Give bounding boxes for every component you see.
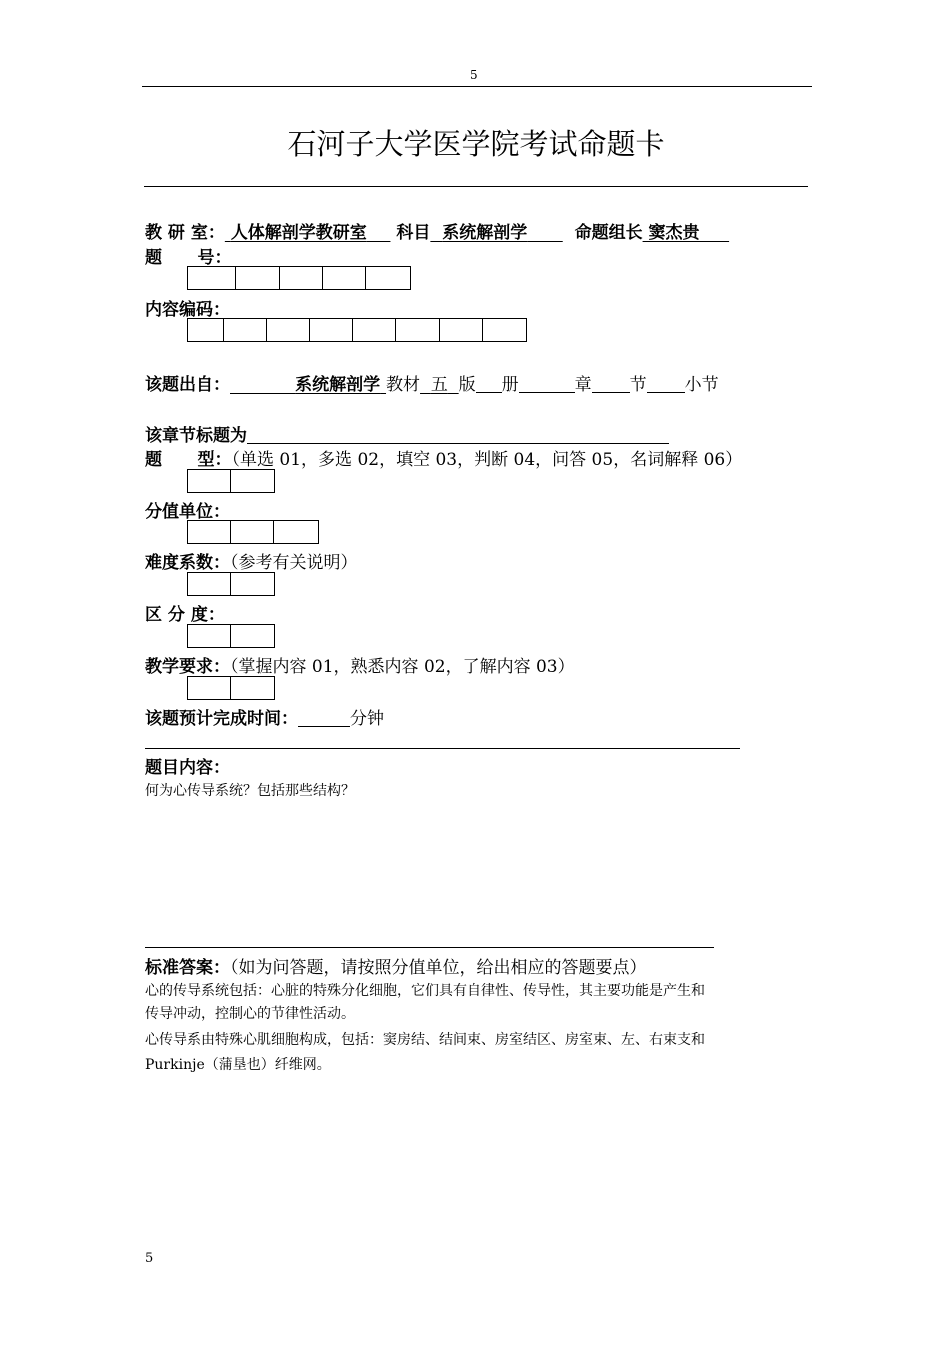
estimated-time-label: 该题预计完成时间： <box>145 709 298 729</box>
page-number-bottom: 5 <box>145 1251 154 1266</box>
leader-value: 窦杰贵 <box>648 223 700 243</box>
question-type-row <box>145 445 742 470</box>
content-code-boxes[interactable] <box>187 318 527 342</box>
subsection-blank[interactable] <box>647 375 685 393</box>
answer-line-4: Purkinje（蒲垦也）纤维网。 <box>145 1057 331 1073</box>
difficulty-boxes[interactable] <box>187 572 275 596</box>
question-no-boxes[interactable] <box>187 266 411 290</box>
subject-label: 科目 <box>396 223 431 243</box>
section-blank[interactable] <box>592 375 630 393</box>
chapter-title-label: 该章节标题为 <box>145 426 247 446</box>
chapter-unit: 章 <box>574 375 592 395</box>
department-row <box>145 218 729 243</box>
volume-blank[interactable] <box>476 375 502 393</box>
teaching-requirement-boxes[interactable] <box>187 676 275 700</box>
score-unit-label: 分值单位： <box>145 502 230 522</box>
source-book: 系统解剖学 <box>295 375 381 395</box>
teaching-requirement-row <box>145 652 575 677</box>
teaching-requirement-note: （掌握内容 01，熟悉内容 02，了解内容 03） <box>230 657 575 677</box>
difficulty-note: （参考有关说明） <box>230 553 358 573</box>
chapter-title-blank[interactable] <box>247 426 669 444</box>
discrimination-label: 区 分 度： <box>145 605 225 625</box>
chapter-blank[interactable] <box>519 375 575 393</box>
edition-value: 五 <box>430 375 448 395</box>
difficulty-label: 难度系数： <box>145 553 230 573</box>
source-label: 该题出自： <box>145 375 230 395</box>
answer-line-2: 传导冲动，控制心的节律性活动。 <box>145 1006 355 1022</box>
textbook-label: 教材 <box>386 375 421 395</box>
question-type-note: （单选 01，多选 02，填空 03，判断 04，问答 05，名词解释 06） <box>231 450 743 470</box>
discrimination-boxes[interactable] <box>187 624 275 648</box>
question-type-boxes[interactable] <box>187 469 275 493</box>
subsection-unit: 小节 <box>684 375 719 395</box>
volume-unit: 册 <box>501 375 519 395</box>
standard-answer-label: 标准答案： <box>145 958 230 978</box>
department-label: 教 研 室： <box>145 223 225 243</box>
standard-answer-note: （如为问答题，请按照分值单位，给出相应的答题要点） <box>230 958 647 978</box>
edition-unit: 版 <box>458 375 476 395</box>
question-content-label: 题目内容： <box>145 758 230 778</box>
question-no-label: 题 号： <box>145 248 232 268</box>
source-row <box>145 370 719 395</box>
content-code-label: 内容编码： <box>145 300 230 320</box>
content-rule <box>145 748 740 749</box>
chapter-title-row <box>145 421 669 446</box>
answer-rule <box>145 947 714 948</box>
subject-value: 系统解剖学 <box>442 223 528 243</box>
teaching-requirement-label: 教学要求： <box>145 657 230 677</box>
section-unit: 节 <box>629 375 647 395</box>
department-value: 人体解剖学教研室 <box>230 223 367 243</box>
title-rule <box>144 186 808 187</box>
page-number-top: 5 <box>470 68 478 82</box>
question-content-text: 何为心传导系统？包括那些结构？ <box>145 783 355 799</box>
page-title: 石河子大学医学院考试命题卡 <box>287 127 665 161</box>
question-type-label: 题 型： <box>145 450 232 470</box>
leader-label: 命题组长 <box>574 223 643 243</box>
standard-answer-row <box>145 953 647 978</box>
score-unit-boxes[interactable] <box>187 520 319 544</box>
difficulty-row <box>145 548 358 573</box>
estimated-time-unit: 分钟 <box>350 709 384 729</box>
estimated-time-blank[interactable] <box>298 709 350 727</box>
estimated-time-row <box>145 704 384 729</box>
answer-line-3: 心传导系由特殊心肌细胞构成，包括：窦房结、结间束、房室结区、房室束、左、右束支和 <box>145 1032 705 1048</box>
answer-line-1: 心的传导系统包括：心脏的特殊分化细胞，它们具有自律性、传导性，其主要功能是产生和 <box>145 983 705 999</box>
header-rule <box>142 86 812 87</box>
